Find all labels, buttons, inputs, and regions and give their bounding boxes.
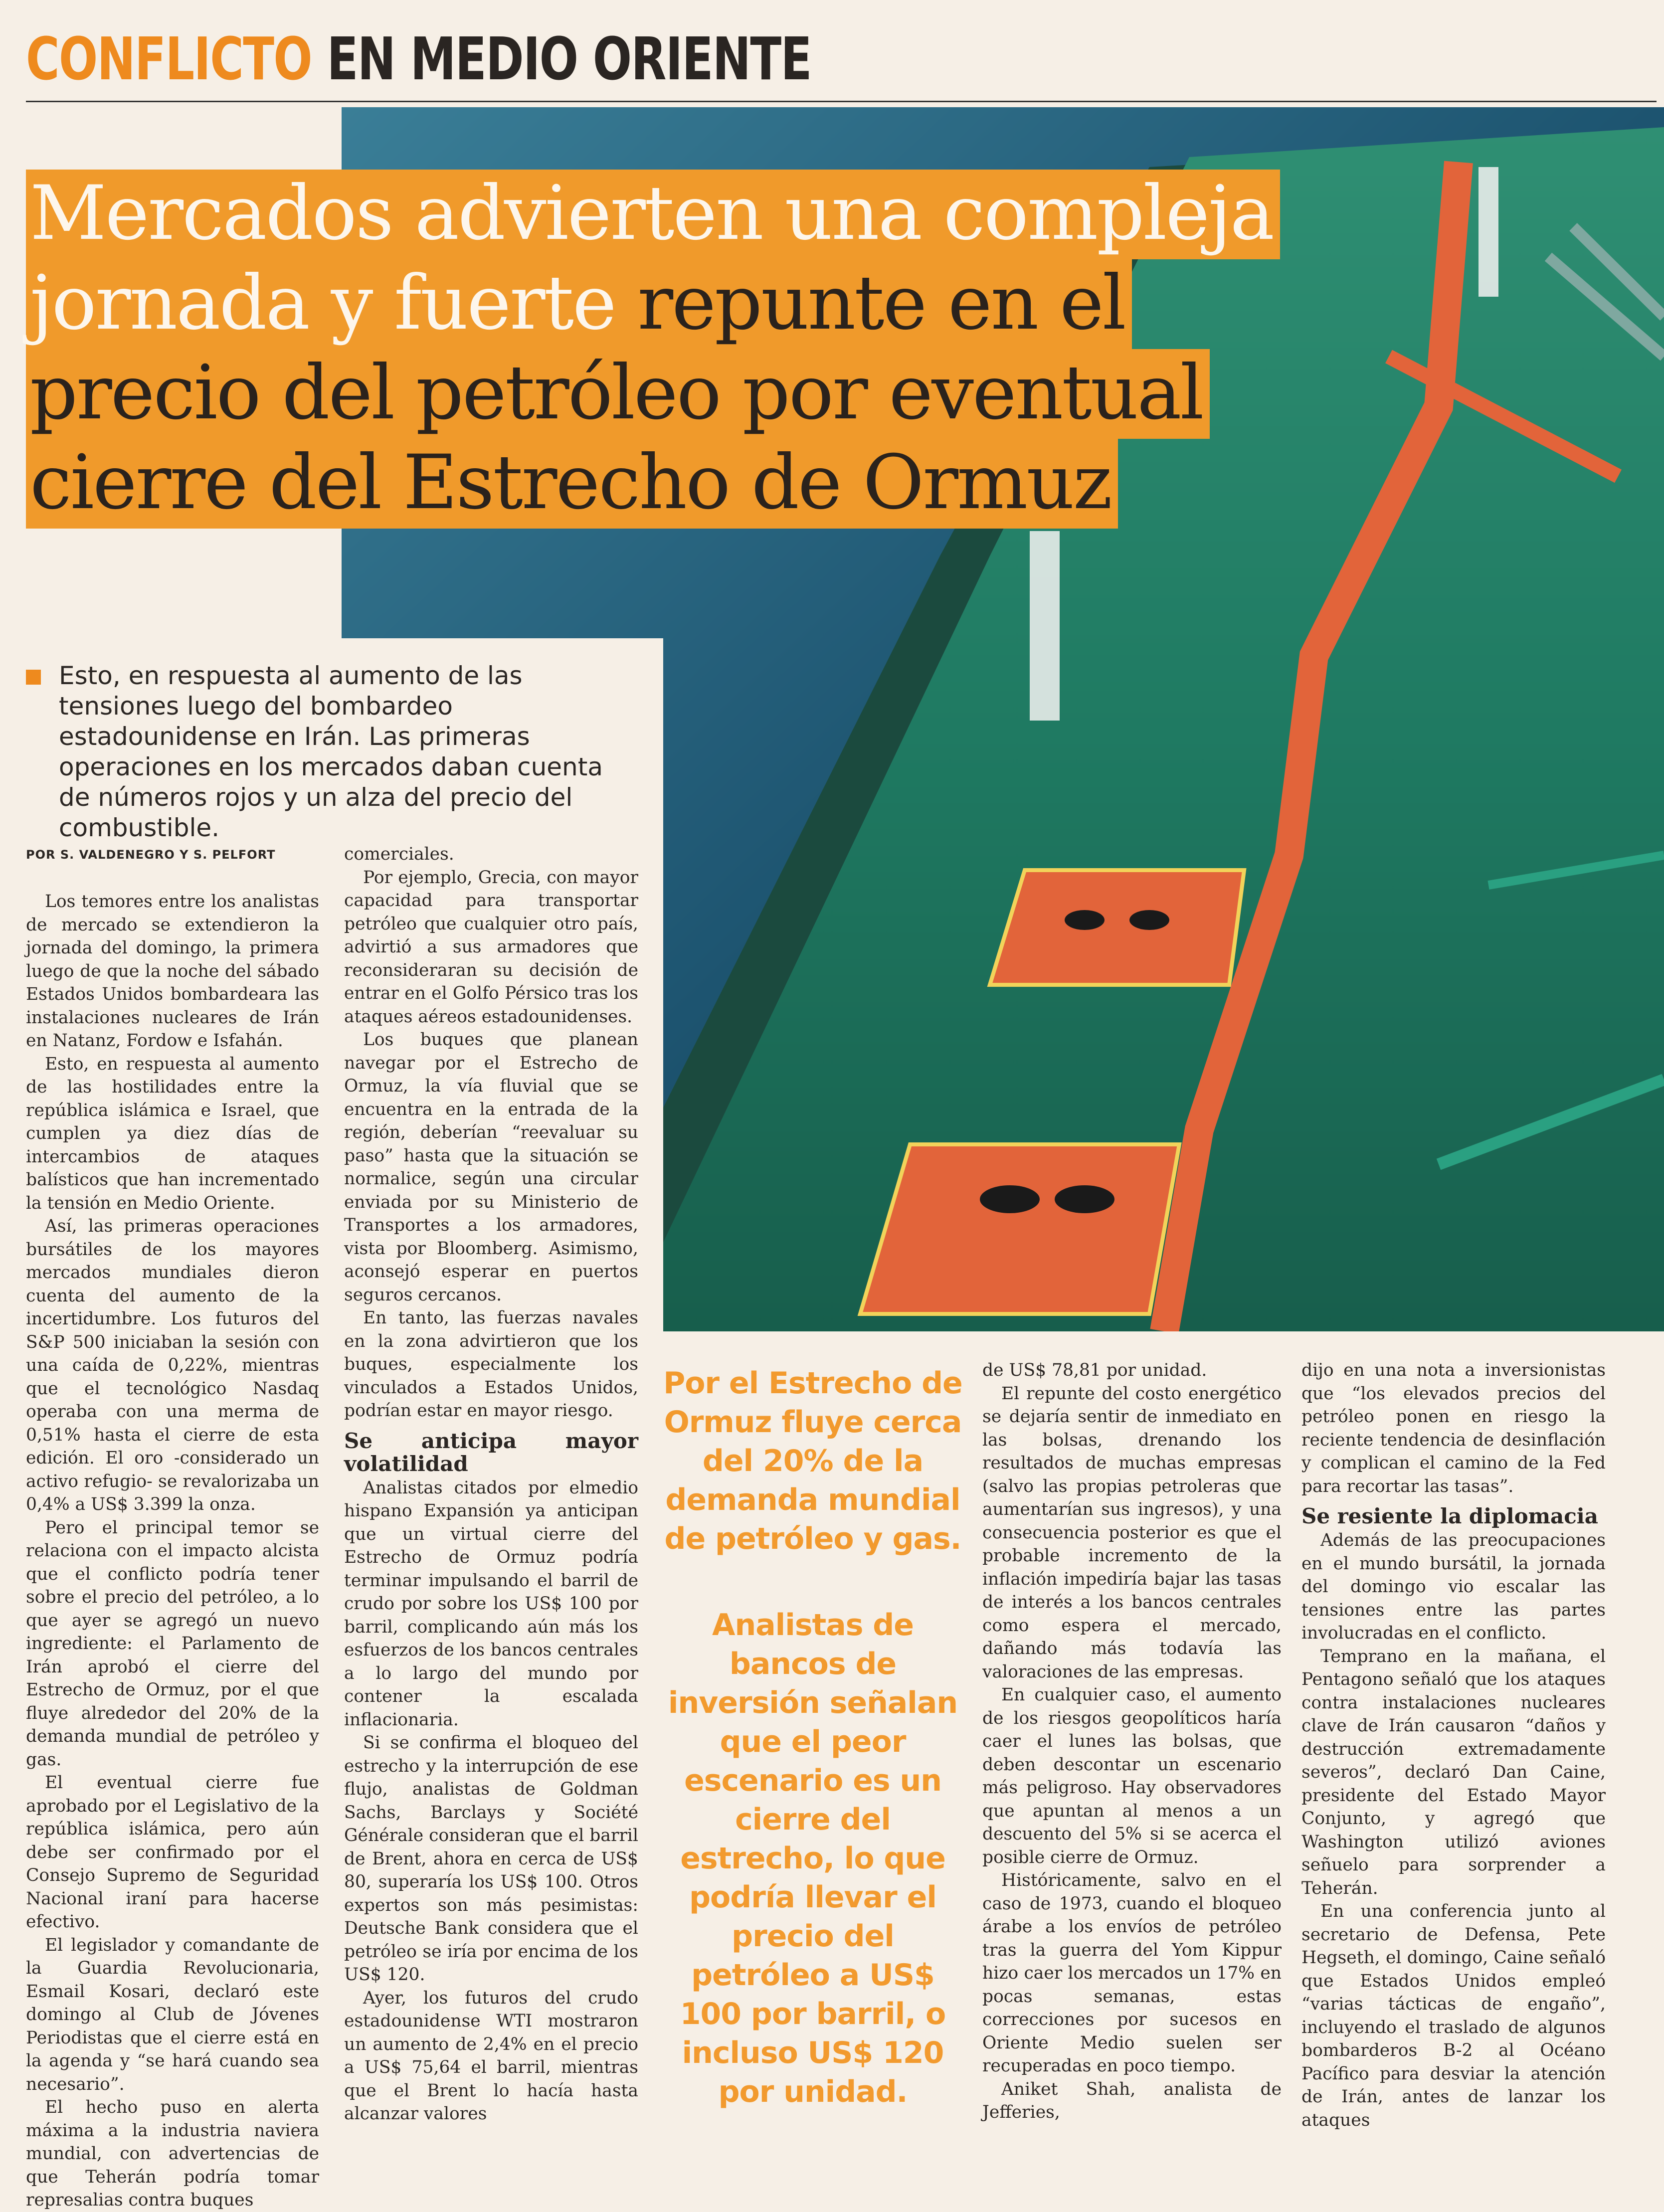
column-1: [26, 890, 319, 2212]
headline-line-3: precio del petróleo por eventual: [26, 349, 1210, 439]
headline-line-1: Mercados advierten una compleja: [26, 170, 1280, 259]
col1-paragraph: Los temores entre los analistas de mercado se extendieron la jornada del domingo, la primera luego de que la noche del sábado Estados Unidos bombardeara las instalaciones nucleares de Irán en Natanz, Fordow e Isfahán.: [26, 892, 319, 1051]
col2-paragraph: En tanto, las fuerzas navales en la zona advirtieron que los buques, especialmente los vinculados a Estados Unidos, podrían estar en mayor riesgo.: [344, 1308, 638, 1421]
col1-paragraph: Pero el principal temor se relaciona con el impacto alcista que el conflicto podría tener sobre el precio del petróleo, a lo que ayer se agregó un nuevo ingrediente: el Parlamento de Irán aprobó el cierre del Estrecho de Ormuz, por el que fluye alrededor del 20% de la demanda mundial de petróleo y gas.: [26, 1517, 319, 1770]
col4-paragraph: En cualquier caso, el aumento de los riesgos geopolíticos haría caer el lunes las bolsas, que deben descontar un escenario más peligroso. Hay observadores que apuntan al menos a un descuento del 5% si se acerca el posible cierre de Ormuz.: [982, 1685, 1282, 1867]
column-5: [1301, 1359, 1606, 2132]
col2-paragraph: Los buques que planean navegar por el Estrecho de Ormuz, la vía fluvial que se encuentra en la entrada de la región, deberían “reevaluar su paso” hasta que la situación se normalice, según una circular enviada por su Ministerio de Transportes a los armadores, vista por Bloomberg. Asimismo, aconsejó esperar en puertos seguros cercanos.: [344, 1030, 638, 1305]
col2-paragraph: Analistas citados por elmedio hispano Expansión ya anticipan que un virtual cierre del Estrecho de Ormuz podría terminar impulsando el barril de crudo por sobre los US$ 100 por barril, complicando aún más los esfuerzos de los bancos centrales a lo largo del mundo por contener la escalada inflacionaria.: [344, 1477, 638, 1730]
col1-paragraph: Esto, en respuesta al aumento de las hostilidades entre la república islámica e Israel, que cumplen ya diez días de intercambios de ataques balísticos que han incrementado la tensión en Medio Oriente.: [26, 1054, 319, 1213]
summary-bullet-icon: [26, 670, 41, 685]
section-header: [26, 19, 811, 99]
pull-quote-2: Analistas de bancos de inversión señalan que el peor escenario es un cierre del estrecho, lo que podría llevar el precio del petróleo a US$ 100 por barril, o incluso US$ 120 por unidad.: [668, 1608, 958, 2109]
section-rest: EN MEDIO ORIENTE: [327, 24, 811, 93]
subhead-volatility: Se anticipa mayor volatilidad: [344, 1428, 638, 1476]
col4-paragraph: Aniket Shah, analista de Jefferies,: [982, 2079, 1282, 2122]
column-4: [982, 1359, 1282, 2124]
headline-line-4: cierre del Estrecho de Ormuz: [26, 439, 1118, 529]
col1-paragraph: Así, las primeras operaciones bursátiles de los mayores mercados mundiales dieron cuenta del aumento de la incertidumbre. Los futuros del S&P 500 iniciaban la sesión con una caída de 0,22%, mientras que el tecnológico Nasdaq operaba con una merma de 0,51% hasta el cierre de esta edición. El oro -considerado un activo refugio- se revalorizaba un 0,4% a US$ 3.399 la onza.: [26, 1216, 319, 1514]
header-rule: [26, 101, 1657, 102]
col5-lead: dijo en una nota a inversionistas que “los elevados precios del petróleo ponen en riesgo la reciente tendencia de desinflación y complican el camino de la Fed para recortar las tasas”.: [1301, 1360, 1606, 1496]
col2-lead: comerciales.: [344, 844, 454, 864]
col5-paragraph: En una conferencia junto al secretario de Defensa, Pete Hegseth, el domingo, Caine señaló que Estados Unidos empleó “varias tácticas de engaño”, incluyendo el traslado de algunos bombarderos B-2 al Océano Pacífico para desviar la atención de Irán, antes de lanzar los ataques: [1301, 1901, 1606, 2130]
byline: POR S. VALDENEGRO Y S. PELFORT: [26, 848, 276, 862]
column-2: [344, 843, 638, 2126]
summary: [26, 661, 639, 843]
col2-paragraph: Por ejemplo, Grecia, con mayor capacidad para transportar petróleo que cualquier otro país, advirtió a sus armadores que reconsideraran su decisión de entrar en el Golfo Pérsico tras los ataques aéreos estadounidenses.: [344, 867, 638, 1027]
headline-line-2-dark: repunte en el: [615, 260, 1125, 347]
col4-lead: de US$ 78,81 por unidad.: [982, 1360, 1207, 1380]
subhead-diplomacy: Se resiente la diplomacia: [1301, 1504, 1598, 1528]
col2-paragraph: Si se confirma el bloqueo del estrecho y la interrupción de ese flujo, analistas de Goldman Sachs, Barclays y Société Générale consideran que el barril de Brent, ahora en cerca de US$ 80, superaría los US$ 100. Otros expertos son más pesimistas: Deutsche Bank considera que el petróleo se iría por encima de los US$ 120.: [344, 1733, 638, 1985]
col1-paragraph: El eventual cierre fue aprobado por el Legislativo de la república islámica, pero aún debe ser confirmado por el Consejo Supremo de Seguridad Nacional iraní para hacerse efectivo.: [26, 1773, 319, 1932]
headline: [26, 170, 1322, 529]
pull-quote: [663, 1364, 962, 2111]
col5-paragraph: Temprano en la mañana, el Pentagono señaló que los ataques contra instalaciones nucleares clave de Irán causaron “daños y destrucción extremadamente severos”, declaró Dan Caine, presidente del Estado Mayor Conjunto, y agregó que Washington utilizó aviones señuelo para sorprender a Teherán.: [1301, 1646, 1606, 1898]
col2-paragraph: Ayer, los futuros del crudo estadounidense WTI mostraron un aumento de 2,4% en el precio a US$ 75,64 el barril, mientras que el Brent lo hacía hasta alcanzar valores: [344, 1988, 638, 2124]
col4-paragraph: Históricamente, salvo en el caso de 1973, cuando el bloqueo árabe a los envíos de petróleo tras la guerra del Yom Kippur hizo caer los mercados un 17% en pocas semanas, estas correcciones por sucesos en Oriente Medio suelen ser recuperadas en poco tiempo.: [982, 1870, 1282, 2076]
section-highlight: CONFLICTO: [26, 24, 312, 93]
col1-paragraph: El legislador y comandante de la Guardia Revolucionaria, Esmail Kosari, declaró este domingo al Club de Jóvenes Periodistas que el cierre está en la agenda y “se hará cuando sea necesario”.: [26, 1935, 319, 2094]
col1-paragraph: El hecho puso en alerta máxima a la industria naviera mundial, con advertencias de que Teherán podría tomar represalias contra buques: [26, 2097, 319, 2210]
pull-quote-1: Por el Estrecho de Ormuz fluye cerca del 20% de la demanda mundial de petróleo y gas.: [663, 1366, 962, 1556]
col5-paragraph: Además de las preocupaciones en el mundo bursátil, la jornada del domingo vio escalar las tensiones entre las partes involucradas en el conflicto.: [1301, 1530, 1606, 1643]
summary-text: Esto, en respuesta al aumento de las tensiones luego del bombardeo estadounidense en Irán. Las primeras operaciones en los mercados daban cuenta de números rojos y un alza del precio del combustible.: [59, 661, 603, 842]
headline-line-2-light: jornada y fuerte: [30, 260, 615, 347]
col4-paragraph: El repunte del costo energético se dejaría sentir de inmediato en las bolsas, drenando los resultados de muchas empresas (salvo las propias petroleras que aumentarían sus ingresos), y una consecuencia posterior es que el probable incremento de la inflación impediría bajar las tasas de interés a los bancos centrales como espera el mercado, dañando más todavía las valoraciones de las empresas.: [982, 1383, 1282, 1682]
